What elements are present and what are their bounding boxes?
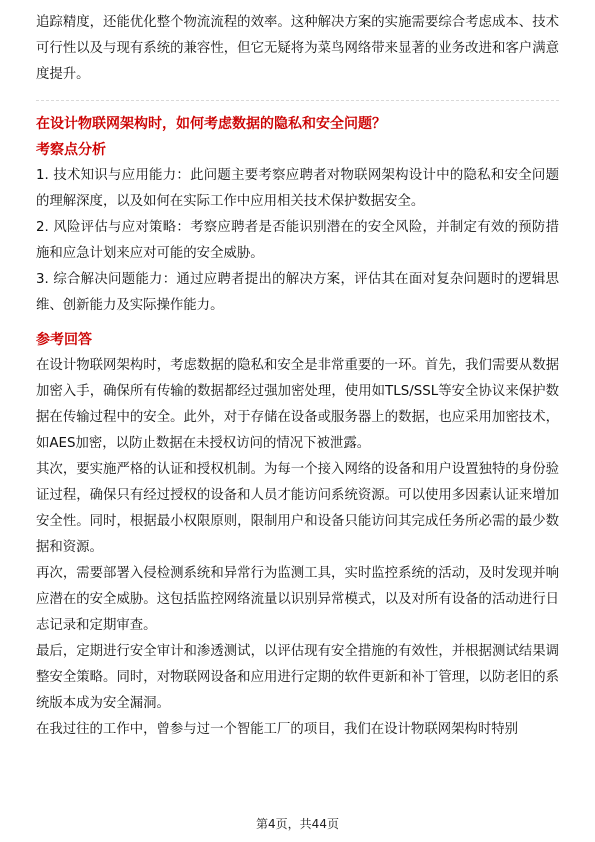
section-divider bbox=[36, 100, 559, 101]
answer-paragraph: 在设计物联网架构时，考虑数据的隐私和安全是非常重要的一环。首先，我们需要从数据加密入手，确保所有传输的数据都经过强加密处理，使用如TLS/SSL等安全协议来保护数据在传输过程中的安全。此外，对于存储在设备或服务器上的数据，也应采用加密技术，如AES加密，以防止数据在未授权访问的情况下被泄露。 bbox=[36, 358, 559, 451]
answer-paragraph: 最后，定期进行安全审计和渗透测试，以评估现有安全措施的有效性，并根据测试结果调整安全策略。同时，对物联网设备和应用进行定期的软件更新和补丁管理，以防老旧的系统版本成为安全漏洞。 bbox=[36, 644, 559, 711]
analysis-item: 2. 风险评估与应对策略：考察应聘者是否能识别潜在的安全风险，并制定有效的预防措施和应急计划来应对可能的安全威胁。 bbox=[36, 220, 559, 261]
analysis-item: 1. 技术知识与应用能力：此问题主要考察应聘者对物联网架构设计中的隐私和安全问题的理解深度，以及如何在实际工作中应用相关技术保护数据安全。 bbox=[36, 168, 559, 209]
analysis-title: 考察点分析 bbox=[36, 142, 106, 158]
intro-paragraph: 追踪精度，还能优化整个物流流程的效率。这种解决方案的实施需要综合考虑成本、技术可行性以及与现有系统的兼容性，但它无疑将为菜鸟网络带来显著的业务改进和客户满意度提升。 bbox=[36, 15, 559, 82]
answer-paragraph: 再次，需要部署入侵检测系统和异常行为监测工具，实时监控系统的活动，及时发现并响应潜在的安全威胁。这包括监控网络流量以识别异常模式，以及对所有设备的活动进行日志记录和定期审查。 bbox=[36, 566, 559, 633]
document-page bbox=[36, 10, 559, 743]
answer-paragraph: 在我过往的工作中，曾参与过一个智能工厂的项目，我们在设计物联网架构时特别 bbox=[36, 722, 519, 737]
analysis-list bbox=[36, 163, 559, 319]
page-number: 第4页，共44页 bbox=[256, 817, 339, 831]
answer-paragraph: 其次，要实施严格的认证和授权机制。为每一个接入网络的设备和用户设置独特的身份验证过程，确保只有经过授权的设备和人员才能访问系统资源。可以使用多因素认证来增加安全性。同时，根据最小权限原则，限制用户和设备只能访问其完成任务所必需的最少数据和资源。 bbox=[36, 462, 559, 555]
question-heading: 在设计物联网架构时，如何考虑数据的隐私和安全问题？ bbox=[36, 116, 386, 132]
analysis-item: 3. 综合解决问题能力：通过应聘者提出的解决方案，评估其在面对复杂问题时的逻辑思维、创新能力及实际操作能力。 bbox=[36, 272, 559, 313]
answer-body bbox=[36, 353, 559, 743]
answer-title: 参考回答 bbox=[36, 332, 92, 348]
